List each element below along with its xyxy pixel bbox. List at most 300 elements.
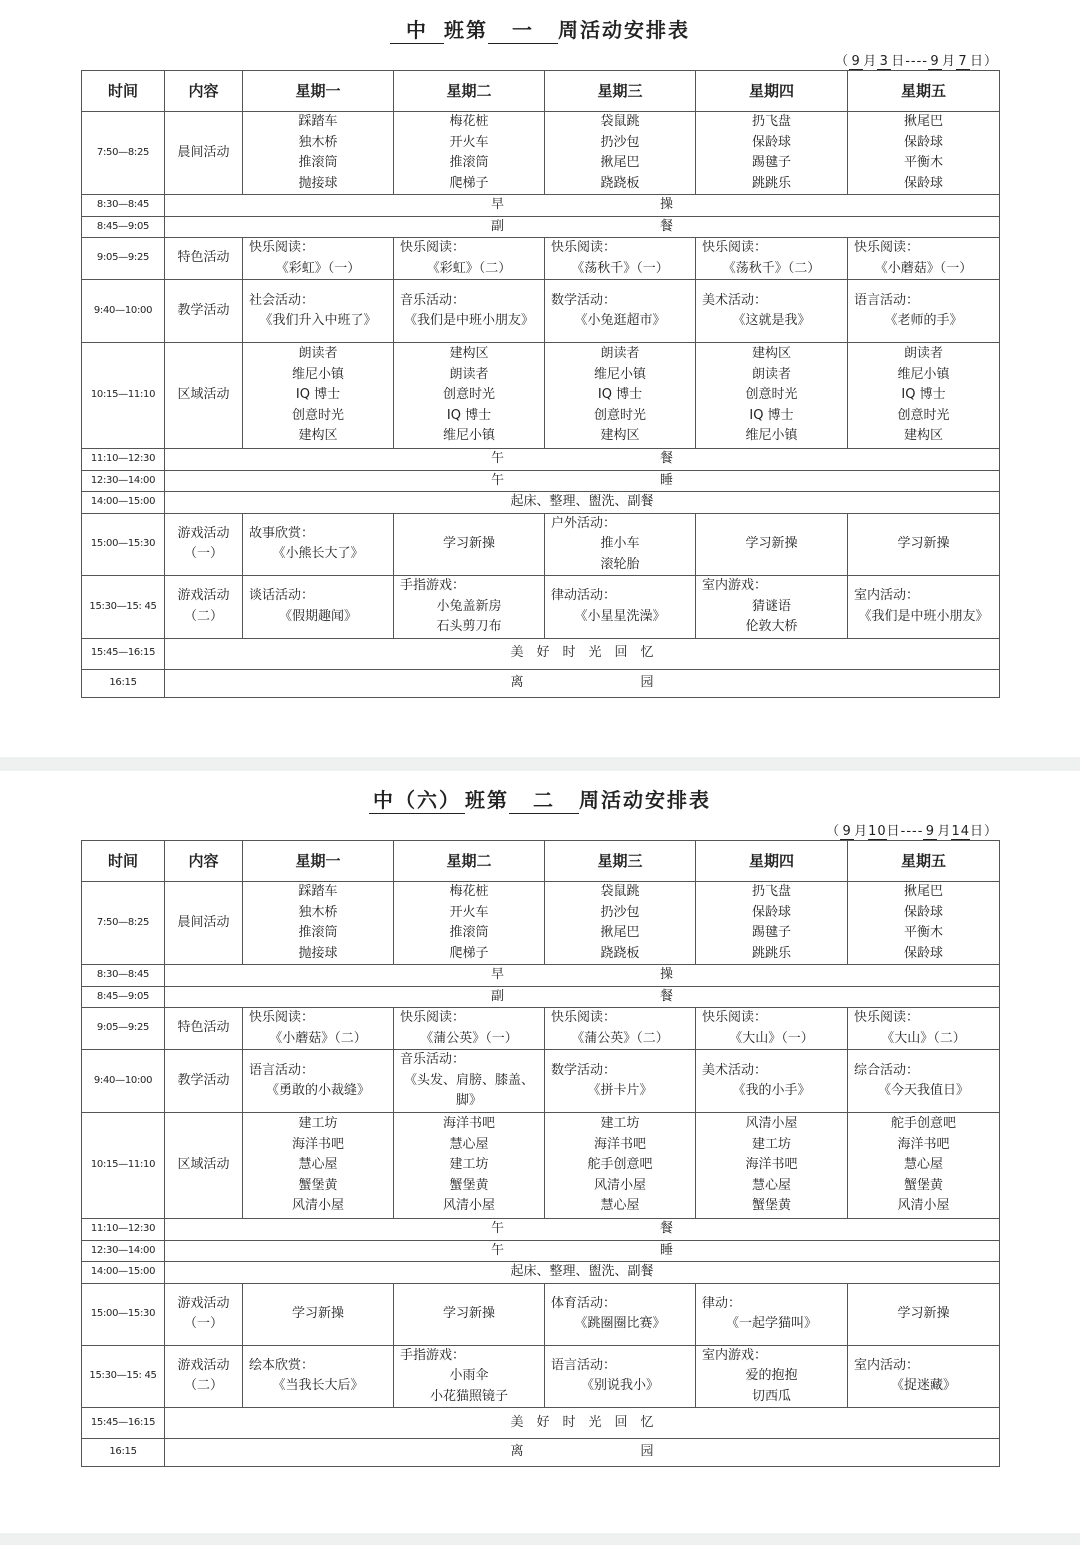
activity-line: 海洋书吧 bbox=[291, 1136, 344, 1152]
table-row-snack bbox=[82, 216, 1000, 238]
time-cell: 15:00—15:30 bbox=[82, 1283, 165, 1345]
column-header: 时间 bbox=[82, 71, 165, 112]
activity-line: 学习新操 bbox=[897, 1305, 950, 1321]
activity-line: 跷跷板 bbox=[600, 175, 640, 191]
activity-line: 《今天我值日》 bbox=[877, 1083, 969, 1098]
activity-line: 《荡秋千》（二） bbox=[722, 260, 821, 276]
time-cell: 9:05—9:25 bbox=[82, 238, 165, 280]
activity-line: 故事欣赏： bbox=[249, 525, 315, 541]
merged-activity-cell: 午 睡 bbox=[165, 470, 1000, 492]
activity-line: 快乐阅读： bbox=[400, 1010, 466, 1025]
activity-line: 踢毽子 bbox=[751, 925, 791, 940]
column-header: 星期一 bbox=[243, 841, 394, 882]
day-cell bbox=[696, 513, 848, 576]
activity-line: 朗读者 bbox=[449, 366, 489, 382]
day-cell bbox=[848, 112, 1000, 195]
content-label: 游戏活动 bbox=[177, 525, 230, 541]
activity-line: 《我的小手》 bbox=[732, 1083, 811, 1098]
activity-line: 慧心屋 bbox=[751, 1177, 791, 1193]
table-row-nap bbox=[82, 1240, 1000, 1262]
day-cell bbox=[545, 1050, 696, 1113]
table-row-snack bbox=[82, 986, 1000, 1008]
activity-line: 《小蘑菇》（一） bbox=[874, 260, 973, 276]
activity-line: 音乐活动： bbox=[400, 292, 466, 308]
activity-line: 建工坊 bbox=[449, 1157, 489, 1173]
table-row-game2 bbox=[82, 1345, 1000, 1408]
activity-line: 建工坊 bbox=[751, 1136, 791, 1152]
merged-activity-cell: 早 操 bbox=[165, 965, 1000, 987]
activity-line: 手指游戏： bbox=[400, 1347, 466, 1363]
date-m1: 9 bbox=[840, 824, 854, 840]
schedule-table bbox=[81, 70, 1000, 698]
activity-line: 快乐阅读： bbox=[400, 240, 466, 255]
activity-line: 慧心屋 bbox=[449, 1136, 489, 1152]
activity-line: 学习新操 bbox=[897, 536, 950, 551]
day-cell bbox=[545, 343, 696, 449]
activity-line: 海洋书吧 bbox=[745, 1157, 798, 1173]
day-cell bbox=[243, 343, 394, 449]
activity-line: 平衡木 bbox=[903, 155, 943, 170]
day-cell bbox=[243, 1113, 394, 1219]
activity-line: IQ 博士 bbox=[749, 407, 794, 423]
merged-activity-cell: 午 餐 bbox=[165, 449, 1000, 471]
day-cell bbox=[696, 343, 848, 449]
day-cell bbox=[696, 1345, 848, 1408]
activity-line: 蟹堡黄 bbox=[751, 1198, 791, 1214]
activity-line: 数学活动： bbox=[551, 292, 617, 308]
content-cell: 区域活动 bbox=[165, 343, 243, 449]
activity-line: 绘本欣赏： bbox=[249, 1357, 315, 1373]
table-row-teaching bbox=[82, 280, 1000, 343]
day-cell bbox=[545, 576, 696, 639]
activity-line: 室内游戏： bbox=[702, 1347, 768, 1363]
time-cell: 10:15—11:10 bbox=[82, 343, 165, 449]
date-d2: 14 bbox=[951, 824, 970, 839]
activity-line: 跷跷板 bbox=[600, 945, 640, 961]
day-cell bbox=[848, 343, 1000, 449]
table-row-wake bbox=[82, 1262, 1000, 1284]
activity-line: 《我们升入中班了》 bbox=[259, 313, 377, 328]
merged-activity-cell: 起床、整理、盥洗、副餐 bbox=[165, 492, 1000, 514]
activity-line: 朗读者 bbox=[298, 346, 338, 362]
activity-line: 揪尾巴 bbox=[903, 884, 943, 899]
day-cell bbox=[394, 1008, 545, 1050]
time-cell: 14:00—15:00 bbox=[82, 492, 165, 514]
activity-line: 创意时光 bbox=[291, 407, 344, 423]
day-cell bbox=[696, 1283, 848, 1345]
activity-line: 数学活动： bbox=[551, 1062, 617, 1078]
header-row bbox=[82, 71, 1000, 112]
merged-activity-cell: 离 园 bbox=[165, 669, 1000, 697]
day-cell bbox=[696, 280, 848, 343]
activity-line: 慧心屋 bbox=[298, 1157, 338, 1173]
activity-line: 风清小屋 bbox=[593, 1177, 646, 1193]
schedule-page-1 bbox=[0, 0, 1080, 760]
activity-line: 蟹堡黄 bbox=[903, 1177, 943, 1193]
activity-line: 律动活动： bbox=[551, 588, 617, 604]
content-label: （二） bbox=[183, 1378, 223, 1394]
activity-line: 《我们是中班小朋友》 bbox=[858, 608, 989, 624]
activity-line: 《一起学猫叫》 bbox=[725, 1316, 817, 1331]
day-cell bbox=[243, 280, 394, 343]
day-cell bbox=[545, 112, 696, 195]
content-cell bbox=[165, 576, 243, 639]
time-cell: 16:15 bbox=[82, 1439, 165, 1467]
activity-line: 扔飞盘 bbox=[751, 114, 791, 129]
date-u2: 日---- bbox=[891, 54, 928, 69]
activity-line: 朗读者 bbox=[600, 346, 640, 362]
content-cell: 晨间活动 bbox=[165, 112, 243, 195]
table-row-morning bbox=[82, 882, 1000, 965]
day-cell bbox=[696, 1050, 848, 1113]
activity-line: 朗读者 bbox=[903, 346, 943, 362]
day-cell bbox=[696, 882, 848, 965]
content-cell: 教学活动 bbox=[165, 1050, 243, 1113]
activity-line: 踩踏车 bbox=[298, 884, 338, 899]
activity-line: 开火车 bbox=[449, 904, 489, 920]
table-row-leave bbox=[82, 1439, 1000, 1467]
merged-activity-cell: 美 好 时 光 回 忆 bbox=[165, 638, 1000, 669]
activity-line: 维尼小镇 bbox=[745, 428, 798, 444]
activity-line: 学习新操 bbox=[291, 1305, 344, 1321]
day-cell bbox=[394, 513, 545, 576]
activity-line: 室内游戏： bbox=[702, 578, 768, 593]
date-u1: 月 bbox=[863, 54, 878, 69]
activity-line: 扔沙包 bbox=[600, 904, 640, 920]
activity-line: 保龄球 bbox=[903, 904, 943, 920]
activity-line: 快乐阅读： bbox=[551, 240, 617, 255]
activity-line: 建工坊 bbox=[600, 1116, 640, 1132]
activity-line: 梅花桩 bbox=[449, 114, 489, 129]
content-label: 游戏活动 bbox=[177, 1357, 230, 1373]
day-cell bbox=[394, 112, 545, 195]
activity-line: 推小车 bbox=[600, 536, 640, 551]
activity-line: 《跳圈圈比赛》 bbox=[574, 1316, 666, 1331]
activity-line: 快乐阅读： bbox=[854, 1010, 920, 1025]
activity-line: 创意时光 bbox=[897, 407, 950, 423]
column-header: 星期四 bbox=[696, 841, 848, 882]
activity-line: 手指游戏： bbox=[400, 578, 466, 593]
day-cell bbox=[243, 1050, 394, 1113]
table-row-game2 bbox=[82, 576, 1000, 639]
content-label: 游戏活动 bbox=[177, 588, 230, 604]
column-header: 内容 bbox=[165, 841, 243, 882]
activity-line: 《我们是中班小朋友》 bbox=[403, 313, 534, 328]
activity-line: 《勇敢的小裁缝》 bbox=[265, 1083, 370, 1098]
activity-line: 揪尾巴 bbox=[903, 114, 943, 129]
day-cell bbox=[848, 1283, 1000, 1345]
day-cell bbox=[394, 576, 545, 639]
content-label: （二） bbox=[183, 608, 223, 624]
activity-line: 保龄球 bbox=[903, 134, 943, 150]
activity-line: 海洋书吧 bbox=[442, 1116, 495, 1132]
content-cell: 教学活动 bbox=[165, 280, 243, 343]
schedule-title bbox=[0, 784, 1080, 814]
activity-line: 切西瓜 bbox=[751, 1388, 791, 1404]
header-row bbox=[82, 841, 1000, 882]
activity-line: 舵手创意吧 bbox=[587, 1157, 653, 1173]
activity-line: 抛接球 bbox=[298, 175, 338, 191]
activity-line: 语言活动： bbox=[551, 1357, 617, 1373]
day-cell bbox=[848, 1113, 1000, 1219]
date-u4: 日） bbox=[969, 824, 998, 839]
table-row-area bbox=[82, 343, 1000, 449]
activity-line: 语言活动： bbox=[249, 1062, 315, 1078]
activity-line: 室内活动： bbox=[854, 588, 920, 604]
content-label: （一） bbox=[183, 1316, 223, 1331]
merged-activity-cell: 美 好 时 光 回 忆 bbox=[165, 1408, 1000, 1439]
activity-line: 风清小屋 bbox=[897, 1198, 950, 1214]
time-cell: 8:30—8:45 bbox=[82, 195, 165, 217]
activity-line: 美术活动： bbox=[702, 292, 768, 308]
time-cell: 9:05—9:25 bbox=[82, 1008, 165, 1050]
column-header: 星期三 bbox=[545, 841, 696, 882]
activity-line: 维尼小镇 bbox=[897, 366, 950, 382]
table-row-area bbox=[82, 1113, 1000, 1219]
date-range bbox=[826, 820, 998, 840]
table-row-special bbox=[82, 1008, 1000, 1050]
date-u3: 月 bbox=[937, 824, 952, 839]
activity-line: 《大山》（二） bbox=[881, 1030, 966, 1046]
time-cell: 9:40—10:00 bbox=[82, 1050, 165, 1113]
activity-line: 维尼小镇 bbox=[593, 366, 646, 382]
activity-line: 推滚筒 bbox=[449, 155, 489, 170]
activity-line: 建构区 bbox=[903, 428, 943, 444]
activity-line: 创意时光 bbox=[593, 407, 646, 423]
activity-line: 梅花桩 bbox=[449, 884, 489, 899]
activity-line: 《彩虹》（二） bbox=[426, 260, 512, 276]
activity-line: IQ 博士 bbox=[597, 387, 643, 403]
activity-line: 小花猫照镜子 bbox=[429, 1388, 508, 1404]
time-cell: 8:45—9:05 bbox=[82, 986, 165, 1008]
activity-line: 快乐阅读： bbox=[702, 240, 768, 255]
column-header: 星期三 bbox=[545, 71, 696, 112]
activity-line: 揪尾巴 bbox=[600, 925, 640, 940]
column-header: 内容 bbox=[165, 71, 243, 112]
activity-line: 跳跳乐 bbox=[751, 945, 791, 961]
activity-line: IQ 博士 bbox=[295, 387, 341, 403]
day-cell bbox=[394, 280, 545, 343]
activity-line: 快乐阅读： bbox=[702, 1010, 768, 1025]
activity-line: IQ 博士 bbox=[901, 387, 946, 403]
activity-line: 保龄球 bbox=[903, 175, 943, 191]
activity-line: 扔沙包 bbox=[600, 134, 640, 150]
activity-line: 推滚筒 bbox=[298, 925, 338, 940]
day-cell bbox=[545, 882, 696, 965]
time-cell: 14:00—15:00 bbox=[82, 1262, 165, 1284]
day-cell bbox=[848, 280, 1000, 343]
activity-line: 爬梯子 bbox=[449, 945, 489, 961]
day-cell bbox=[848, 882, 1000, 965]
day-cell bbox=[243, 1345, 394, 1408]
table-row-exercise bbox=[82, 195, 1000, 217]
activity-line: 推滚筒 bbox=[449, 925, 489, 940]
column-header: 时间 bbox=[82, 841, 165, 882]
activity-line: 风清小屋 bbox=[442, 1198, 495, 1214]
content-cell bbox=[165, 513, 243, 576]
day-cell bbox=[696, 1008, 848, 1050]
content-cell: 特色活动 bbox=[165, 1008, 243, 1050]
table-row-lunch bbox=[82, 449, 1000, 471]
activity-line: 猜谜语 bbox=[751, 598, 791, 614]
activity-line: 风清小屋 bbox=[745, 1116, 798, 1132]
date-u3: 月 bbox=[941, 54, 956, 69]
day-cell bbox=[394, 238, 545, 280]
activity-line: 《头发、肩膀、膝盖、脚》 bbox=[403, 1072, 534, 1109]
time-cell: 15:45—16:15 bbox=[82, 638, 165, 669]
table-row-exercise bbox=[82, 965, 1000, 987]
schedule-page-2 bbox=[0, 770, 1080, 1530]
day-cell bbox=[848, 513, 1000, 576]
merged-activity-cell: 午 餐 bbox=[165, 1219, 1000, 1241]
day-cell bbox=[394, 343, 545, 449]
table-row-teaching bbox=[82, 1050, 1000, 1113]
day-cell bbox=[394, 882, 545, 965]
activity-line: 建工坊 bbox=[298, 1116, 338, 1132]
activity-line: 体育活动： bbox=[551, 1295, 617, 1311]
activity-line: 《小蘑菇》（二） bbox=[269, 1030, 367, 1046]
activity-line: 保龄球 bbox=[751, 134, 791, 150]
day-cell bbox=[545, 1345, 696, 1408]
content-cell: 特色活动 bbox=[165, 238, 243, 280]
activity-line: 朗读者 bbox=[751, 366, 791, 382]
date-d1: 3 bbox=[877, 54, 891, 70]
activity-line: 《捉迷藏》 bbox=[890, 1378, 956, 1394]
content-cell: 晨间活动 bbox=[165, 882, 243, 965]
day-cell bbox=[848, 1008, 1000, 1050]
table-row-morning bbox=[82, 112, 1000, 195]
day-cell bbox=[243, 513, 394, 576]
activity-line: 《假期趣闻》 bbox=[278, 608, 357, 624]
activity-line: 小雨伞 bbox=[449, 1368, 489, 1383]
activity-line: 维尼小镇 bbox=[442, 428, 495, 444]
content-label: 游戏活动 bbox=[177, 1295, 230, 1311]
activity-line: 爱的抱抱 bbox=[745, 1368, 798, 1383]
activity-line: 袋鼠跳 bbox=[600, 884, 640, 899]
date-m2: 9 bbox=[923, 824, 937, 840]
activity-line: 建构区 bbox=[600, 428, 640, 444]
day-cell bbox=[696, 576, 848, 639]
activity-line: 《小熊长大了》 bbox=[272, 546, 364, 562]
activity-line: 《小星星洗澡》 bbox=[574, 608, 666, 624]
content-cell: 区域活动 bbox=[165, 1113, 243, 1219]
week-number: 二 bbox=[509, 784, 579, 814]
activity-line: 石头剪刀布 bbox=[436, 619, 502, 634]
day-cell bbox=[848, 1345, 1000, 1408]
date-open: （ bbox=[835, 54, 850, 69]
day-cell bbox=[848, 576, 1000, 639]
day-cell bbox=[545, 513, 696, 576]
date-d2: 7 bbox=[956, 54, 970, 70]
activity-line: 推滚筒 bbox=[298, 155, 338, 170]
time-cell: 8:45—9:05 bbox=[82, 216, 165, 238]
activity-line: 慧心屋 bbox=[600, 1198, 640, 1214]
time-cell: 11:10—12:30 bbox=[82, 449, 165, 471]
time-cell: 15:45—16:15 bbox=[82, 1408, 165, 1439]
date-u1: 月 bbox=[854, 824, 869, 839]
day-cell bbox=[545, 238, 696, 280]
activity-line: 创意时光 bbox=[442, 387, 495, 403]
schedule-title bbox=[0, 14, 1080, 44]
activity-line: 快乐阅读： bbox=[854, 240, 920, 255]
activity-line: 音乐活动： bbox=[400, 1052, 466, 1068]
activity-line: 慧心屋 bbox=[903, 1157, 943, 1173]
activity-line: 《老师的手》 bbox=[884, 313, 963, 328]
day-cell bbox=[545, 1283, 696, 1345]
activity-line: 袋鼠跳 bbox=[600, 114, 640, 129]
week-number: 一 bbox=[488, 14, 558, 44]
activity-line: 建构区 bbox=[449, 346, 489, 362]
activity-line: 爬梯子 bbox=[449, 175, 489, 191]
table-row-leave bbox=[82, 669, 1000, 697]
date-range bbox=[835, 50, 998, 70]
column-header: 星期五 bbox=[848, 71, 1000, 112]
date-open: （ bbox=[826, 824, 841, 839]
activity-line: 维尼小镇 bbox=[291, 366, 344, 382]
date-d1: 10 bbox=[868, 824, 887, 839]
activity-line: 抛接球 bbox=[298, 945, 338, 961]
activity-line: 《荡秋千》（一） bbox=[571, 260, 669, 276]
activity-line: 伦敦大桥 bbox=[745, 619, 798, 634]
activity-line: 揪尾巴 bbox=[600, 155, 640, 170]
content-cell bbox=[165, 1283, 243, 1345]
time-cell: 11:10—12:30 bbox=[82, 1219, 165, 1241]
column-header: 星期二 bbox=[394, 841, 545, 882]
table-row-wake bbox=[82, 492, 1000, 514]
activity-line: 保龄球 bbox=[751, 904, 791, 920]
day-cell bbox=[394, 1113, 545, 1219]
activity-line: 小兔盖新房 bbox=[436, 598, 502, 614]
page-separator bbox=[0, 1533, 1080, 1545]
day-cell bbox=[848, 238, 1000, 280]
table-row-game1 bbox=[82, 513, 1000, 576]
time-cell: 12:30—14:00 bbox=[82, 1240, 165, 1262]
activity-line: 《彩虹》（一） bbox=[275, 260, 361, 276]
date-u2: 日---- bbox=[886, 824, 924, 839]
title-suffix: 周活动安排表 bbox=[558, 18, 690, 42]
merged-activity-cell: 起床、整理、盥洗、副餐 bbox=[165, 1262, 1000, 1284]
time-cell: 16:15 bbox=[82, 669, 165, 697]
column-header: 星期五 bbox=[848, 841, 1000, 882]
title-suffix: 周活动安排表 bbox=[579, 788, 711, 812]
activity-line: 《别说我小》 bbox=[580, 1378, 659, 1394]
activity-line: 《大山》（一） bbox=[729, 1030, 814, 1046]
merged-activity-cell: 副 餐 bbox=[165, 986, 1000, 1008]
day-cell bbox=[545, 1008, 696, 1050]
day-cell bbox=[545, 1113, 696, 1219]
class-name: 中 bbox=[390, 14, 444, 44]
day-cell bbox=[696, 112, 848, 195]
merged-activity-cell: 早 操 bbox=[165, 195, 1000, 217]
day-cell bbox=[394, 1050, 545, 1113]
activity-line: 风清小屋 bbox=[291, 1198, 344, 1214]
table-row-nap bbox=[82, 470, 1000, 492]
table-row-game1 bbox=[82, 1283, 1000, 1345]
date-m2: 9 bbox=[928, 54, 942, 70]
day-cell bbox=[394, 1345, 545, 1408]
time-cell: 12:30—14:00 bbox=[82, 470, 165, 492]
activity-line: 美术活动： bbox=[702, 1062, 768, 1078]
activity-line: 学习新操 bbox=[745, 536, 798, 551]
activity-line: 独木桥 bbox=[298, 134, 338, 150]
merged-activity-cell: 离 园 bbox=[165, 1439, 1000, 1467]
activity-line: 扔飞盘 bbox=[751, 884, 791, 899]
day-cell bbox=[696, 1113, 848, 1219]
activity-line: 学习新操 bbox=[442, 536, 495, 551]
activity-line: 跳跳乐 bbox=[751, 175, 791, 191]
activity-line: 独木桥 bbox=[298, 904, 338, 920]
day-cell bbox=[243, 576, 394, 639]
